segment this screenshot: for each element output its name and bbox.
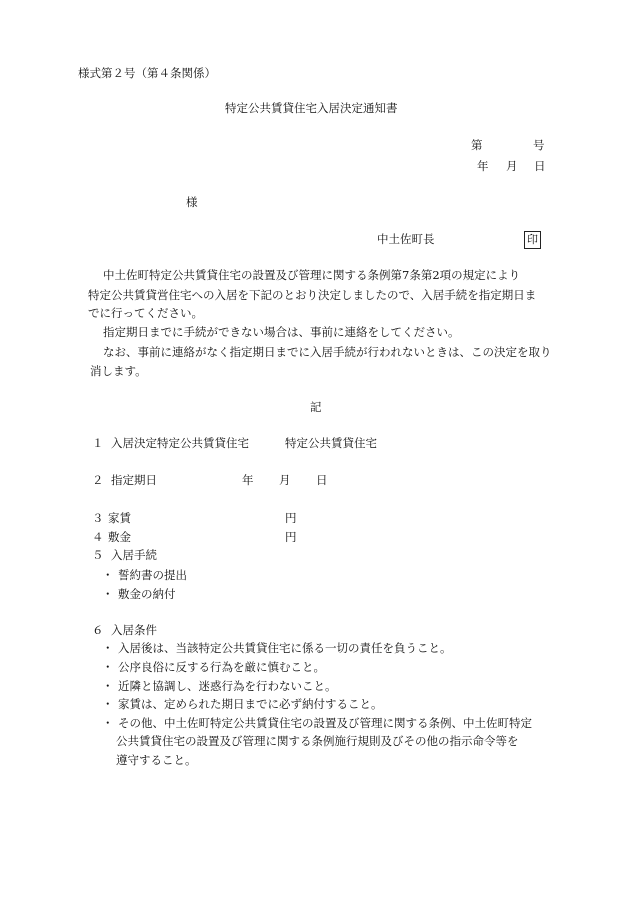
item-3-number: ３ bbox=[92, 511, 104, 525]
number-go: 号 bbox=[533, 138, 545, 152]
item-4-unit: 円 bbox=[285, 530, 297, 544]
item-5-bullet-1: 誓約書の提出 bbox=[118, 568, 187, 582]
bullet-icon: ・ bbox=[102, 660, 114, 674]
body-paragraph-1-line-3: でに行ってください。 bbox=[88, 306, 203, 320]
item-1-number: １ bbox=[92, 436, 104, 450]
date-day: 日 bbox=[534, 159, 546, 173]
bullet-icon: ・ bbox=[102, 587, 114, 601]
item-2-label: 指定期日 bbox=[111, 473, 157, 487]
item-6-bullet-3: 近隣と協調し、迷惑行為を行わないこと。 bbox=[118, 679, 337, 693]
date-year: 年 bbox=[477, 159, 489, 173]
document-title: 特定公共賃貸住宅入居決定通知書 bbox=[225, 101, 398, 115]
item-2-month: 月 bbox=[279, 473, 291, 487]
number-dai: 第 bbox=[471, 138, 483, 152]
item-1-value: 特定公共賃貸住宅 bbox=[285, 436, 377, 450]
item-3-unit: 円 bbox=[285, 511, 297, 525]
item-6-bullet-2: 公序良俗に反する行為を厳に慎むこと。 bbox=[118, 660, 325, 674]
item-2-number: ２ bbox=[92, 473, 104, 487]
item-2-day: 日 bbox=[316, 473, 328, 487]
item-6-bullet-5: その他、中土佐町特定公共賃貸住宅の設置及び管理に関する条例、中土佐町特定 bbox=[118, 716, 532, 730]
item-6-label: 入居条件 bbox=[111, 623, 157, 637]
body-paragraph-2: 指定期日までに手続ができない場合は、事前に連絡をしてください。 bbox=[103, 325, 460, 339]
seal-mark: 印 bbox=[524, 231, 541, 249]
item-3-label: 家賃 bbox=[108, 511, 131, 525]
item-5-number: ５ bbox=[92, 548, 104, 562]
item-6-bullet-1: 入居後は、当該特定公共賃貸住宅に係る一切の責任を負うこと。 bbox=[118, 641, 452, 655]
item-6-number: ６ bbox=[92, 623, 104, 637]
body-paragraph-1-line-2: 特定公共賃貸営住宅への入居を下記のとおり決定しましたので、入居手続を指定期日ま bbox=[88, 288, 537, 302]
issuer-name: 中土佐町長 bbox=[377, 232, 435, 246]
bullet-icon: ・ bbox=[102, 568, 114, 582]
bullet-icon: ・ bbox=[102, 679, 114, 693]
body-paragraph-1-line-1: 中土佐町特定公共賃貸住宅の設置及び管理に関する条例第7条第2項の規定により bbox=[103, 268, 521, 282]
addressee-suffix: 様 bbox=[186, 195, 198, 209]
date-month: 月 bbox=[506, 159, 518, 173]
item-5-bullet-2: 敷金の納付 bbox=[118, 587, 176, 601]
item-6-bullet-4: 家賃は、定められた期日までに必ず納付すること。 bbox=[118, 697, 383, 711]
item-2-year: 年 bbox=[242, 473, 254, 487]
body-paragraph-3-line-2: 消します。 bbox=[90, 364, 147, 378]
body-paragraph-3-line-1: なお、事前に連絡がなく指定期日までに入居手続が行われないときは、この決定を取り bbox=[103, 345, 552, 359]
item-6-bullet-5-continuation-1: 公共賃貸住宅の設置及び管理に関する条例施行規則及びその他の指示命令等を bbox=[116, 734, 519, 748]
ki-heading: 記 bbox=[310, 400, 322, 414]
form-label: 様式第２号（第４条関係） bbox=[78, 66, 216, 80]
bullet-icon: ・ bbox=[102, 641, 114, 655]
item-6-bullet-5-continuation-2: 遵守すること。 bbox=[116, 753, 197, 767]
item-4-label: 敷金 bbox=[108, 530, 131, 544]
item-4-number: ４ bbox=[92, 530, 104, 544]
bullet-icon: ・ bbox=[102, 716, 114, 730]
item-1-label: 入居決定特定公共賃貸住宅 bbox=[111, 436, 249, 450]
bullet-icon: ・ bbox=[102, 697, 114, 711]
item-5-label: 入居手続 bbox=[111, 548, 157, 562]
